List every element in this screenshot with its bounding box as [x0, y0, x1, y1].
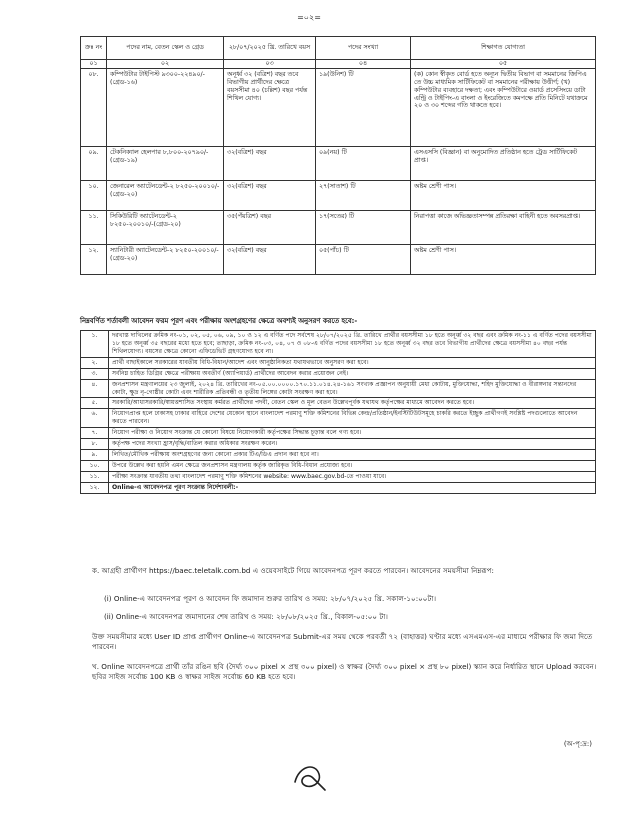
conditions-table — [80, 330, 596, 494]
row-age: অনূর্ধ্ব ৩২ (বত্রিশ) বছর তবে বিভাগীয় প্রার্থীদের ক্ষেত্রে বয়সসীমা ৪০ (চল্লিশ) বছর পর্যন্ত শিথিল যোগ্য। — [224, 69, 316, 147]
table-row — [81, 471, 596, 482]
table-row — [81, 211, 596, 245]
table-row — [81, 409, 596, 428]
col-number: ০৩ — [224, 60, 316, 69]
condition-text: কর্তৃপক্ষ পদের সংখ্যা হ্রাস/বৃদ্ধি/বাতিল করার অধিকার সংরক্ষণ করেন। — [109, 439, 596, 450]
col-number: ০৪ — [316, 60, 411, 69]
table-header-row — [81, 37, 596, 60]
condition-text: নিয়োগ পরীক্ষা ও নিয়োগ সংক্রান্ত যে কোনো বিষয়ে নিয়োগকারী কর্তৃপক্ষের সিদ্ধান্ত চূড়ান্ত বলে গণ্য হবে। — [109, 428, 596, 439]
header-qualification: শিক্ষাগত যোগ্যতা — [411, 37, 596, 60]
condition-serial: ৪. — [81, 379, 109, 398]
table-row — [81, 245, 596, 275]
table-row — [81, 439, 596, 450]
row-post: সিকিউরিটি অ্যাটেনডেন্ট-২ ৮২৫০-২০০১০/-(গ্রেড-২০) — [107, 211, 224, 245]
row-qualification: (ক) কোন স্বীকৃত বোর্ড হতে অন্যূন দ্বিতীয় বিভাগ বা সমমানের জিপিএ তে উচ্চ মাধ্যমিক সার্টিফিকেট বা সমমানের পরীক্ষায় উত্তীর্ণ; (খ) কম্পিউটার ব্যবহারে দক্ষতা; এবং কম্পিউটারে ওয়ার্ড প্রসেসিংয়ে ডাটা এন্ট্রি ও টাইপিং-এ বাংলা ও ইংরেজিতে কমপক্ষে প্রতি মিনিটে যথাক্রমে ২০ ও ৩০ শব্দের গতি থাকতে হবে। — [411, 69, 596, 147]
signature-mark — [285, 752, 335, 802]
table-row — [81, 357, 596, 368]
table-row — [81, 450, 596, 461]
header-count: পদের সংখ্যা — [316, 37, 411, 60]
row-age: ৩২(বত্রিশ) বছর — [224, 245, 316, 275]
table-row — [81, 147, 596, 181]
row-count: ১৭(সতের) টি — [316, 211, 411, 245]
page-number: =০২= — [297, 13, 321, 22]
row-serial: ১১. — [81, 211, 107, 245]
table-row — [81, 428, 596, 439]
condition-serial: ৮. — [81, 439, 109, 450]
table-row — [81, 181, 596, 211]
condition-serial: ৩. — [81, 368, 109, 379]
row-serial: ১২. — [81, 245, 107, 275]
condition-serial: ১০. — [81, 460, 109, 471]
row-serial: ০৮. — [81, 69, 107, 147]
row-qualification: এসএসসি (বিজ্ঞান) বা অনুমোদিত প্রতিষ্ঠান হতে ট্রেড সার্টিফিকেট প্রাপ্ত। — [411, 147, 596, 181]
schedule-end: (ii) Online-এ আবেদনপত্র জমাদানের শেষ তারিখ ও সময়: ২৮/০৮/২০২৫ খ্রি., বিকাল-০৫:০০ টা। — [104, 612, 388, 621]
condition-text: দরখাস্ত দাখিলের ক্রমিক নং-০১, ০২, ০৫, ০৬, ০৯, ১০ ও ১২ এ বর্ণিত পদে সর্বশেষ ২৮/০৭/২০২৫ খ্রি. তারিখে প্রার্থীর বয়সসীমা ১৮ হতে অনূর্ধ্ব ৩২ বছর এবং ক্রমিক নং-১১ এ বর্ণিত পদের বয়সসীমা ১৮ হতে অনূর্ধ্ব ৩৫ বছরের মধ্যে হতে হবে; তাছাড়া, ক্রমিক নং-০৩, ০৪, ০৭ ও ০৮-এ বর্ণিত পদের বয়সসীমা ১৮ হতে অনূর্ধ্ব ৩২ বছর তবে বিভাগীয় প্রার্থীদের ক্ষেত্রে বয়সসীমা ৪০ বছর পর্যন্ত শিথিলযোগ্য। বয়সের ক্ষেত্রে কোনো এফিডেভিট গ্রহণযোগ্য হবে না। — [109, 331, 596, 358]
row-qualification: অষ্টম শ্রেণী পাস। — [411, 245, 596, 275]
table-row — [81, 69, 596, 147]
condition-text: উপরে উল্লেখ করা হয়নি এমন ক্ষেত্রে জনপ্রশাসন মন্ত্রণালয় কর্তৃক জারিকৃত বিধি-বিধান প্রযোজ্য হবে। — [109, 460, 596, 471]
col-number: ০২ — [107, 60, 224, 69]
schedule-start: (i) Online-এ আবেদনপত্র পূরণ ও আবেদন ফি জমাদান শুরুর তারিখ ও সময়: ২৮/০৭/২০২৫ খ্রি. সকাল-১০:০০টা। — [104, 594, 437, 603]
row-serial: ০৯. — [81, 147, 107, 181]
table-row — [81, 331, 596, 358]
condition-text: সরকারি/আধাসরকারি/স্বায়ত্তশাসিত সংস্থায় কর্মরত প্রার্থীদের পদবী, বেতন স্কেল ও মূল বেতন উল্লেখপূর্বক যথাযথ কর্তৃপক্ষের মাধ্যমে আবেদন করতে হবে। — [109, 398, 596, 409]
apply-instructions-paragraph: ক. আগ্রহী প্রার্থীগণ https://baec.teletalk.com.bd এ ওয়েবসাইটে গিয়ে আবেদনপত্র পূরণ করতে পারবেন। আবেদনের সময়সীমা নিম্নরূপ: — [92, 566, 494, 575]
condition-text: জনপ্রশাসন মন্ত্রণালয়ের ২৩ জুলাই, ২০২৪ খ্রি. তারিখের নং-০৫.০০.০০০০.১৭০.১১.০১৪.২৪-১৬১ সংখ্যক প্রজ্ঞাপন অনুযায়ী মেধা কোটায়, মুক্তিযোদ্ধা, শহিদ মুক্তিযোদ্ধা ও বীরাঙ্গনার সন্তানদের কোটা, ক্ষুদ্র নৃ-গোষ্ঠীর কোটা এবং শারীরিক প্রতিবন্ধী ও তৃতীয় লিঙ্গের কোটা সংরক্ষণ করা হবে। — [109, 379, 596, 398]
row-count: ১৯(উনিশ) টি — [316, 69, 411, 147]
row-count: ০৫(পাঁচ) টি — [316, 245, 411, 275]
condition-text: সর্বনিম্ন চাহিত ডিগ্রির ক্ষেত্রে পরীক্ষায় অবতীর্ণ (অ্যাপিয়ার্ড) প্রার্থীদের আবেদন করার প্রয়োজন নেই। — [109, 368, 596, 379]
condition-text: প্রার্থী বাছাইকালে সরকারের যাবতীয় বিধি-বিধান/আদেশ এবং আনুষ্ঠানিকতা যথাযথভাবে অনুসরণ করা হবে। — [109, 357, 596, 368]
row-qualification: অষ্টম শ্রেণী পাস। — [411, 181, 596, 211]
continued-note: (অ-পৃ:দ্র:) — [563, 740, 592, 748]
conditions-heading: নিম্নবর্ণিত শর্তাবলী আবেদন ফরম পূরণ এবং পরীক্ষায় অংশগ্রহণের ক্ষেত্রে অবশ্যই অনুসরণ করতে হবে:- — [80, 317, 358, 325]
condition-serial: ১১. — [81, 471, 109, 482]
row-age: ৩২(বত্রিশ) বছর — [224, 147, 316, 181]
col-number: ০১ — [81, 60, 107, 69]
condition-serial: ৭. — [81, 428, 109, 439]
condition-serial: ৯. — [81, 450, 109, 461]
row-post: জেনারেল অ্যাটেনডেন্ট-২ ৮২৫০-২০০১০/-(গ্রেড-২০) — [107, 181, 224, 211]
condition-serial: ২. — [81, 357, 109, 368]
table-row — [81, 482, 596, 493]
row-count: ০৯(নয়) টি — [316, 147, 411, 181]
row-age: ৩৫(পঁয়ত্রিশ) বছর — [224, 211, 316, 245]
row-count: ২৭(সাতাশ) টি — [316, 181, 411, 211]
row-post: কম্পিউটার টাইপিস্ট ৯৩০০-২২৪৯০/-(গ্রেড-১৬) — [107, 69, 224, 147]
condition-text: নিয়োগপ্রাপ্ত হলে ঢাকাসহ ঢাকার বাহিরে দেশের যেকোন স্থানে বাংলাদেশ পরমাণু শক্তি কমিশনের বিভিন্ন কেন্দ্র/প্রতিষ্ঠান/ইনস্টিটিউটসমূহে চাকরি করতে ইচ্ছুক প্রার্থীগণই সংশ্লিষ্ট পদগুলোতে আবেদন করতে পারবেন। — [109, 409, 596, 428]
condition-serial: ১. — [81, 331, 109, 358]
condition-serial: ১২. — [81, 482, 109, 493]
row-post: টেকনিক্যাল হেলপার ৮,৮০০-২০৭৯০/-(গ্রেড-১৯) — [107, 147, 224, 181]
user-id-paragraph: উক্ত সময়সীমার মধ্যে User ID প্রাপ্ত প্রার্থীগণ Online-এ আবেদনপত্র Submit-এর সময় থেকে পরবর্তী ৭২ (বাহাত্তর) ঘণ্টার মধ্যে এসএমএস-এর মাধ্যমে পরীক্ষার ফি জমা দিতে পারবেন। — [92, 632, 593, 652]
row-qualification: নিরাপত্তা কাজে অভিজ্ঞতাসম্পন্ন প্রতিরক্ষা বাহিনী হতে অবসরপ্রাপ্ত। — [411, 211, 596, 245]
table-row — [81, 460, 596, 471]
row-serial: ১০. — [81, 181, 107, 211]
condition-text: পরীক্ষা সংক্রান্ত যাবতীয় তথ্য বাংলাদেশ পরমাণু শক্তি কমিশনের website: www.baec.gov.bd-তে পাওয়া যাবে। — [109, 471, 596, 482]
header-age: ২৮/০৭/২০২৫ খ্রি. তারিখে বয়স — [224, 37, 316, 60]
condition-text: লিখিত/মৌখিক পরীক্ষায় অংশগ্রহণের জন্য কোনো প্রকার টিএ/ডিএ প্রদান করা হবে না। — [109, 450, 596, 461]
condition-text: Online-এ আবেদনপত্র পূরণ সংক্রান্ত নির্দেশাবলী:- — [109, 482, 596, 493]
col-number: ০৫ — [411, 60, 596, 69]
column-number-row — [81, 60, 596, 69]
condition-serial: ৬. — [81, 409, 109, 428]
row-age: ৩২(বত্রিশ) বছর — [224, 181, 316, 211]
photo-upload-paragraph: খ. Online আবেদনপত্রে প্রার্থী তাঁর রঙিন ছবি (দৈর্ঘ্য ৩০০ pixel × প্রস্থ ৩০০ pixel) ও স্বাক্ষর (দৈর্ঘ্য ৩০০ pixel × প্রস্থ ৮০ pixel) স্ক্যান করে নির্ধারিত স্থানে Upload করবেন। ছবির সাইজ সর্বোচ্চ 100 KB ও স্বাক্ষর সাইজ সর্বোচ্চ 60 KB হতে হবে। — [92, 662, 597, 682]
table-row — [81, 398, 596, 409]
table-row — [81, 379, 596, 398]
header-serial: ক্রঃ নং — [81, 37, 107, 60]
header-post: পদের নাম, বেতন স্কেল ও গ্রেড — [107, 37, 224, 60]
condition-serial: ৫. — [81, 398, 109, 409]
row-post: স্যানিটারী অ্যাটেনডেন্ট-২ ৮২৫০-২০০১০/-(গ্রেড-২০) — [107, 245, 224, 275]
table-row — [81, 368, 596, 379]
posts-table — [80, 36, 596, 275]
